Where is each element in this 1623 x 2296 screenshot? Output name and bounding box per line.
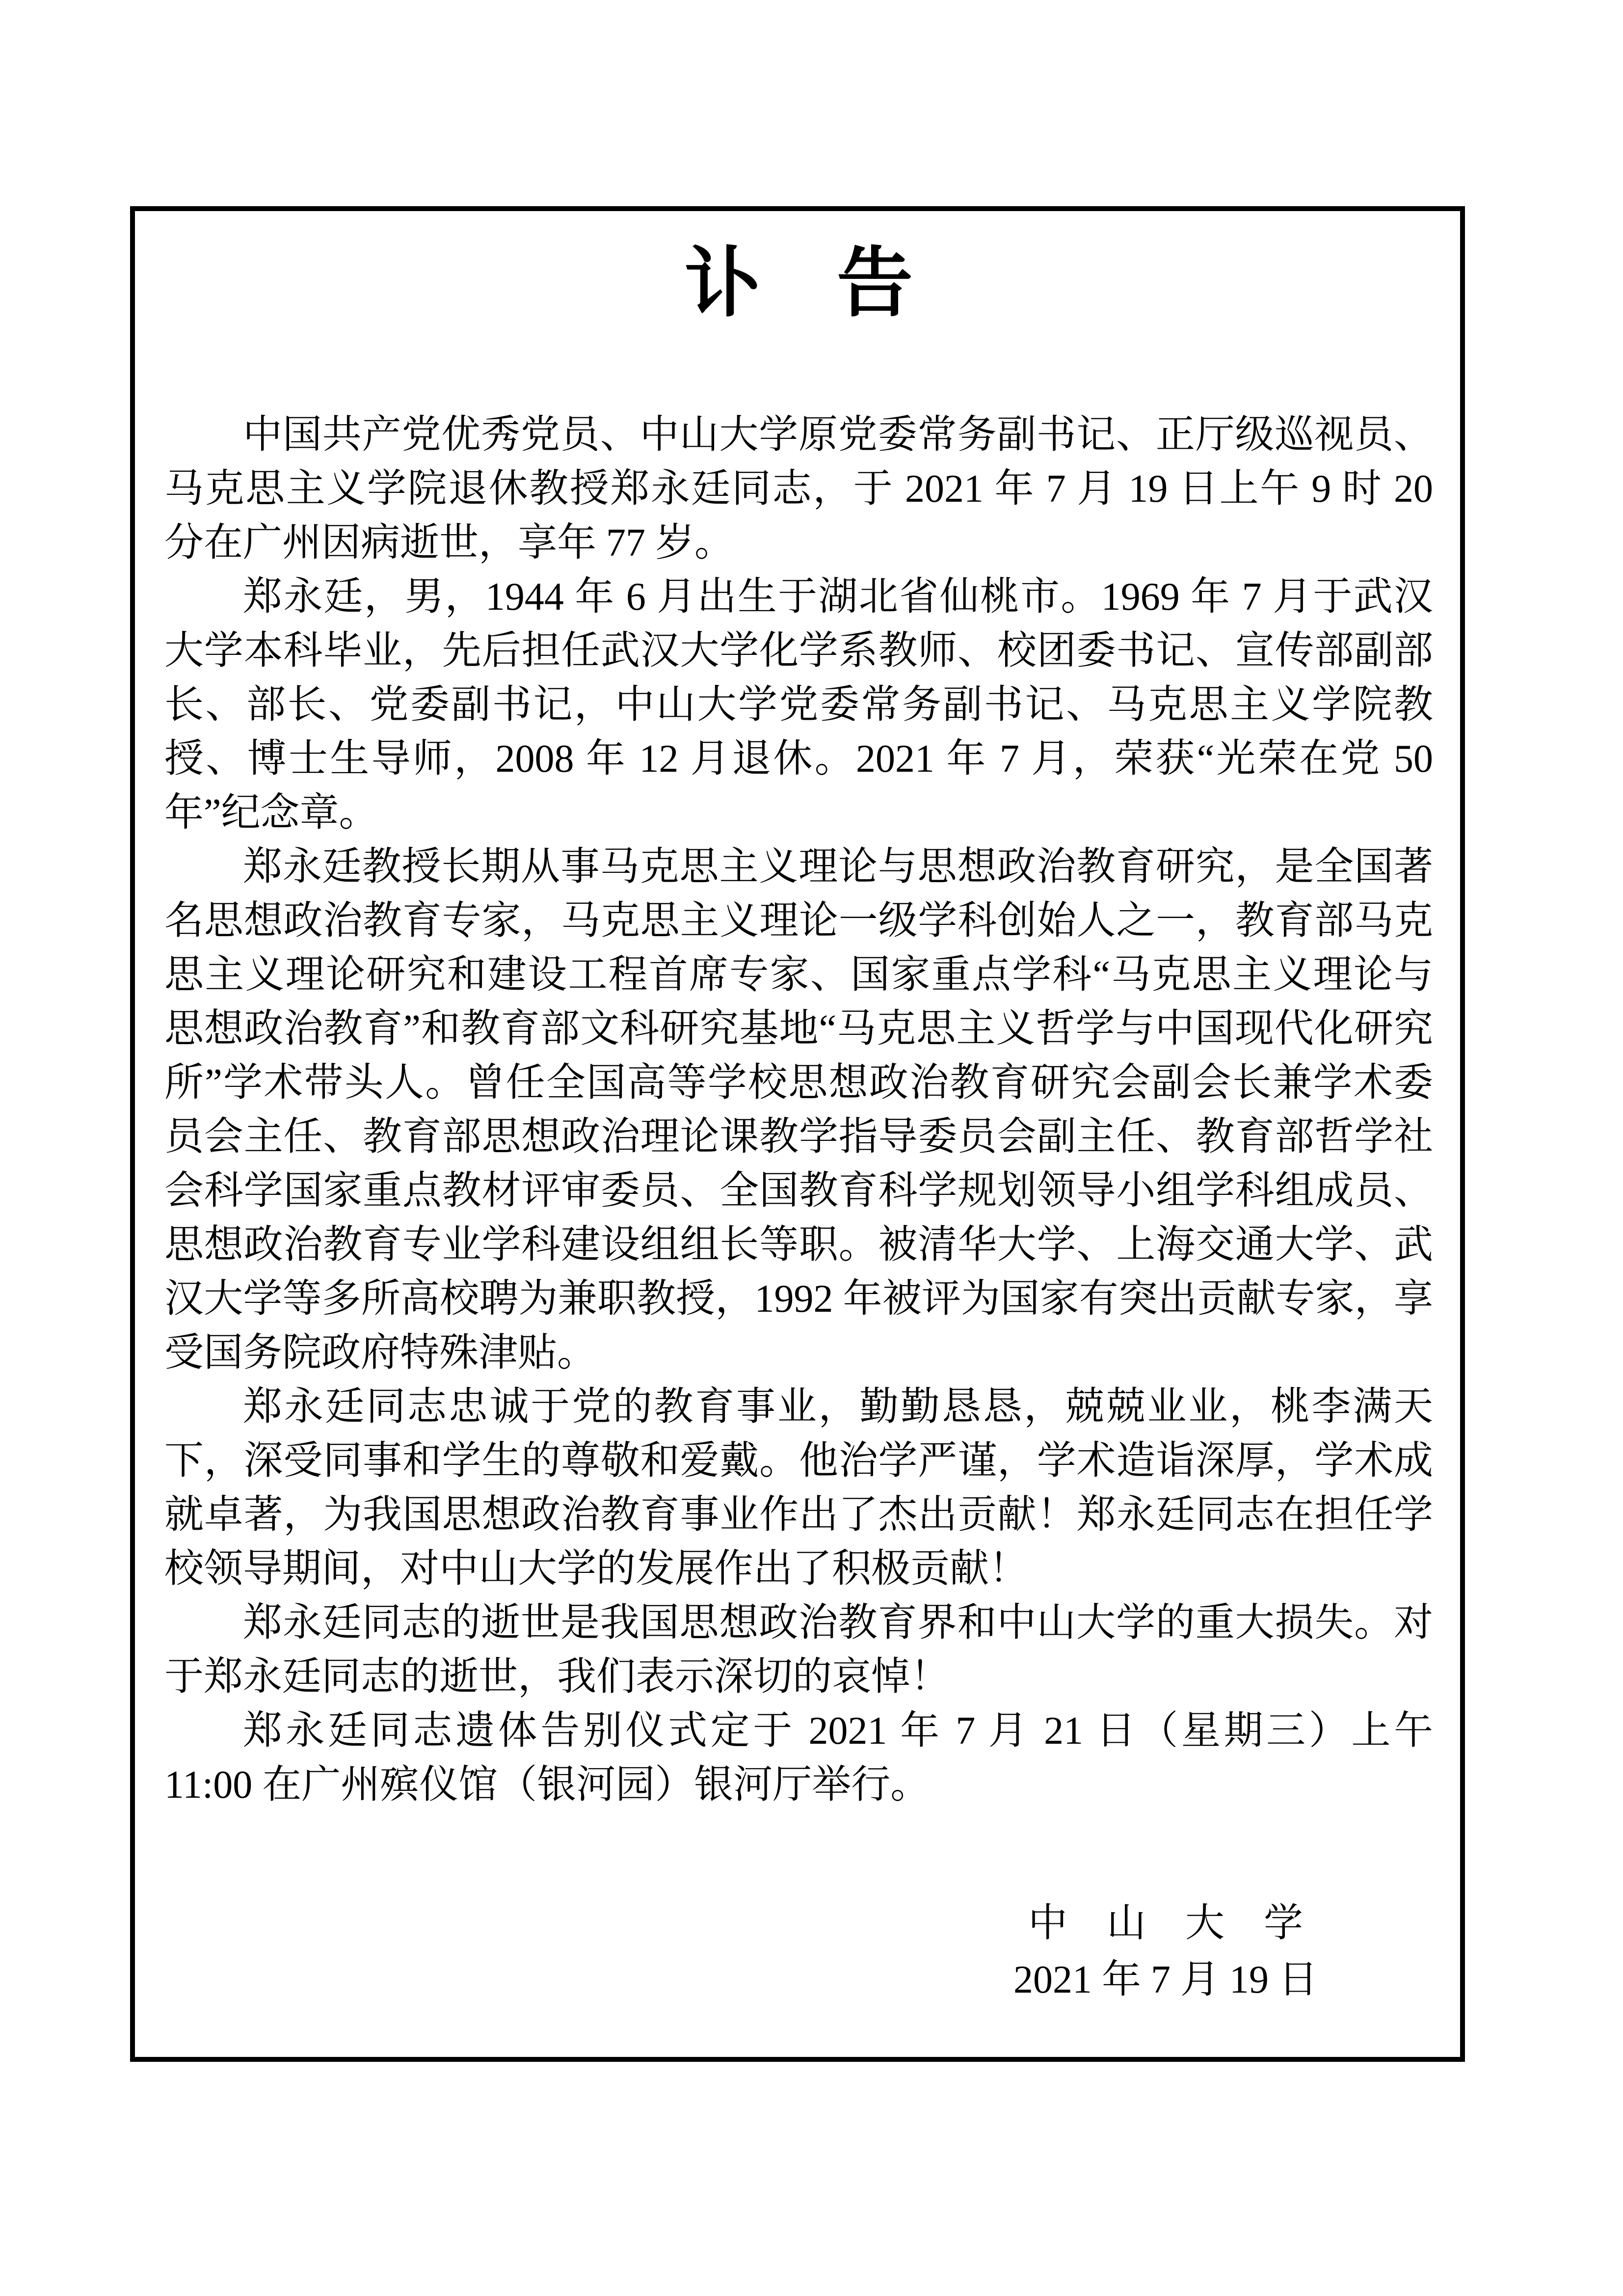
signature-organization: 中 山 大 学	[1028, 1902, 1303, 1945]
paragraph-biography: 郑永廷，男，1944 年 6 月出生于湖北省仙桃市。1969 年 7 月于武汉大学本科毕业，先后担任武汉大学化学系教师、校团委书记、宣传部副部长、部长、党委副书记，中山大学党委常务副书记、马克思主义学院教授、博士生导师，2008 年 12 月退休。2021 年 7 月，荣获“光荣在党 50年”纪念章。	[164, 575, 1433, 835]
obituary-border-frame	[130, 206, 1465, 2062]
obituary-title: 讣 告	[685, 242, 913, 326]
paragraph-dedication-tribute: 郑永廷同志忠诚于党的教育事业，勤勤恳恳，兢兢业业，桃李满天下，深受同事和学生的尊敬和爱戴。他治学严谨，学术造诣深厚，学术成就卓著，为我国思想政治教育事业作出了杰出贡献！郑永廷同志在担任学校领导期间，对中山大学的发展作出了积极贡献！	[164, 1385, 1433, 1591]
signature-block	[1013, 1895, 1318, 2008]
paragraph-death-announcement: 中国共产党优秀党员、中山大学原党委常务副书记、正厅级巡视员、马克思主义学院退休教授郑永廷同志，于 2021 年 7 月 19 日上午 9 时 20 分在广州因病逝世，享年 77 岁。	[164, 413, 1433, 565]
signature-date: 2021 年 7 月 19 日	[1013, 1958, 1318, 2001]
paragraph-condolences: 郑永廷同志的逝世是我国思想政治教育界和中山大学的重大损失。对于郑永廷同志的逝世，我们表示深切的哀悼！	[164, 1601, 1433, 1699]
paragraph-farewell-ceremony: 郑永廷同志遗体告别仪式定于 2021 年 7 月 21 日（星期三）上午 11:00 在广州殡仪馆（银河园）银河厅举行。	[164, 1709, 1433, 1807]
paragraph-academic-achievements: 郑永廷教授长期从事马克思主义理论与思想政治教育研究，是全国著名思想政治教育专家，马克思主义理论一级学科创始人之一，教育部马克思主义理论研究和建设工程首席专家、国家重点学科“马克思主义理论与思想政治教育”和教育部文科研究基地“马克思主义哲学与中国现代化研究所”学术带头人。曾任全国高等学校思想政治教育研究会副会长兼学术委员会主任、教育部思想政治理论课教学指导委员会副主任、教育部哲学社会科学国家重点教材评审委员、全国教育科学规划领导小组学科组成员、思想政治教育专业学科建设组组长等职。被清华大学、上海交通大学、武汉大学等多所高校聘为兼职教授，1992 年被评为国家有突出贡献专家，享受国务院政府特殊津贴。	[164, 845, 1433, 1375]
